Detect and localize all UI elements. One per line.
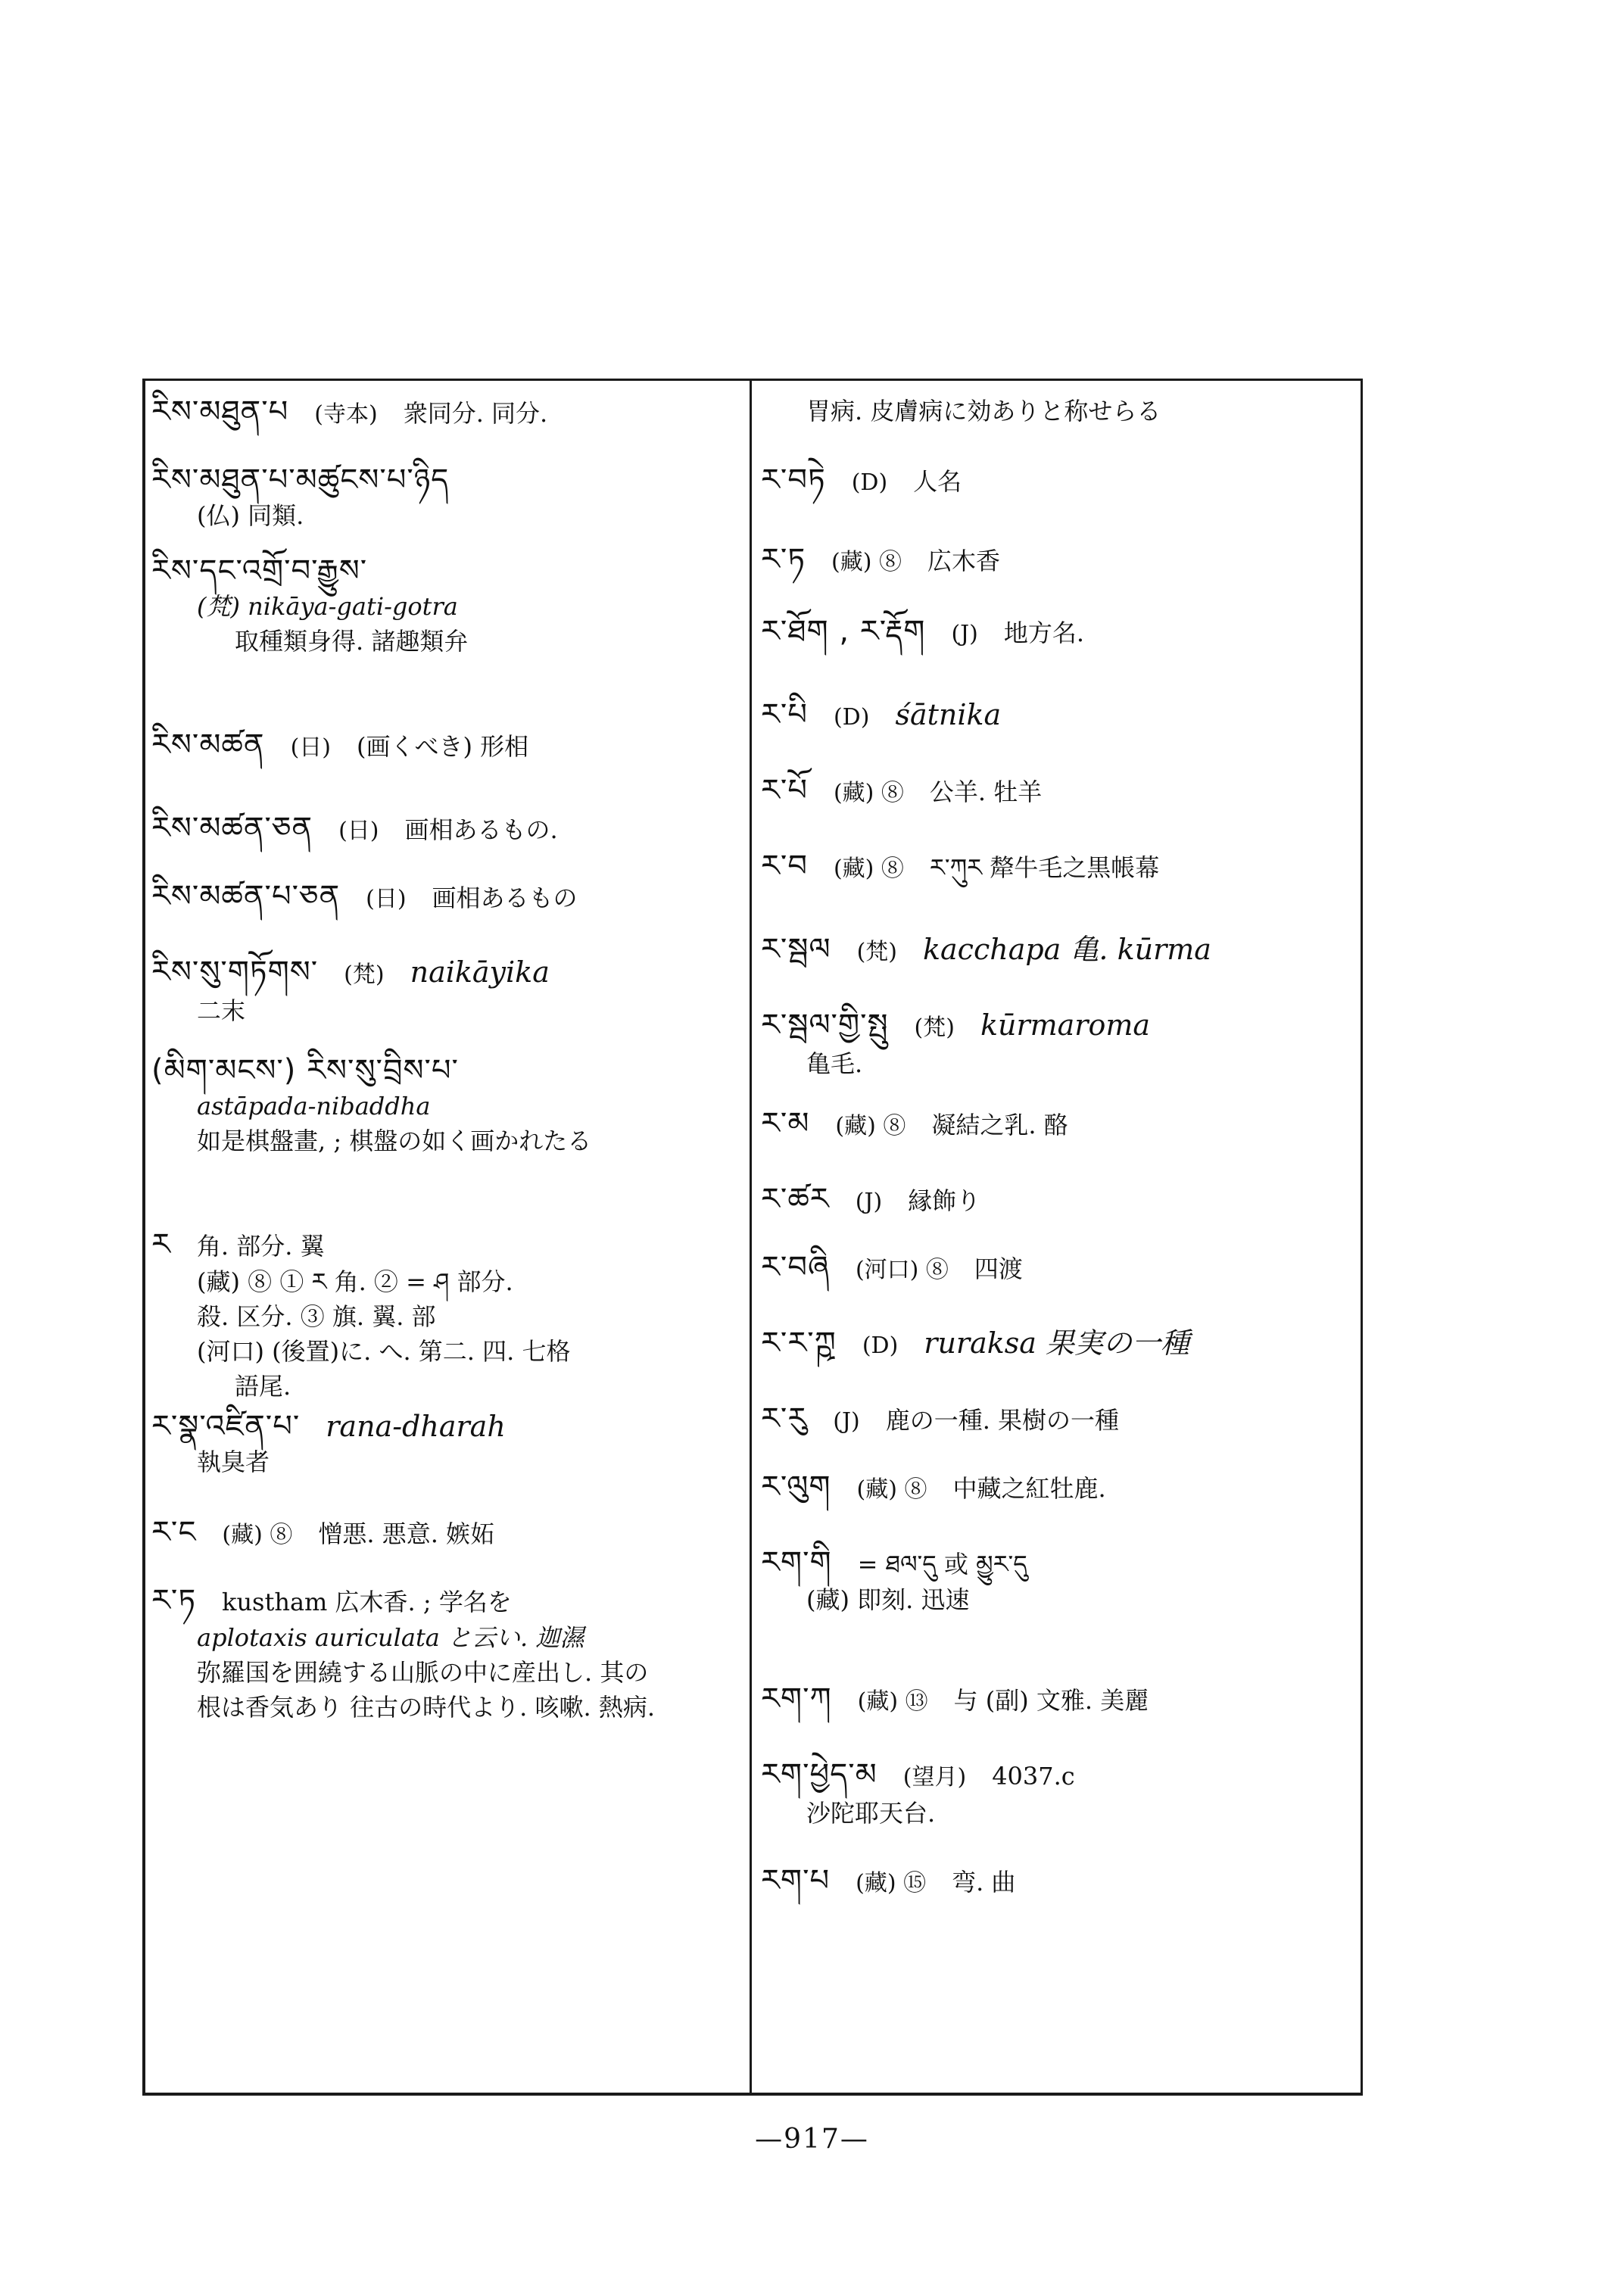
entry-headline bbox=[151, 1514, 742, 1554]
entry-source: (藏) ⑧ bbox=[831, 549, 902, 575]
dictionary-entry bbox=[151, 1226, 742, 1404]
entry-headline bbox=[151, 1408, 742, 1445]
entry-subline: (藏) 即刻. 迅速 bbox=[806, 1585, 970, 1614]
entry-headline bbox=[761, 1181, 1359, 1220]
entry-headline bbox=[151, 810, 742, 849]
dictionary-entry bbox=[761, 1249, 1359, 1289]
dictionary-entry bbox=[151, 462, 742, 533]
entry-source: (藏) ⑬ bbox=[857, 1688, 928, 1715]
dictionary-entry bbox=[151, 810, 742, 849]
entry-headline bbox=[761, 848, 1359, 887]
entry-gloss: 鹿の一種. 果樹の一種 bbox=[885, 1406, 1120, 1435]
entry-gloss: 画相あるもの bbox=[432, 884, 578, 912]
entry-gloss: 凝結之乳. 酪 bbox=[931, 1111, 1068, 1139]
dictionary-entry bbox=[151, 727, 742, 766]
entry-source: (藏) ⑧ bbox=[222, 1522, 293, 1548]
entry-headline bbox=[761, 1401, 1359, 1440]
entry-headword: རིས་མཚན་ཅན bbox=[151, 811, 313, 846]
entry-source: (J) bbox=[855, 1189, 883, 1215]
entry-subline: 根は香気あり 往古の時代より. 咳嗽. 熱病. bbox=[197, 1693, 656, 1722]
entry-gloss: 中藏之紅牡鹿. bbox=[952, 1474, 1106, 1503]
entry-gloss: 地方名. bbox=[1003, 619, 1085, 647]
entry-subline: 胃病. 皮膚病に効ありと称せらる bbox=[806, 397, 1161, 425]
dictionary-entry bbox=[761, 931, 1359, 971]
dictionary-entry bbox=[151, 878, 742, 918]
entry-headword: རིས་མཚན་པ་ཅན bbox=[151, 879, 341, 914]
entry-headline bbox=[761, 1862, 1359, 1902]
entry-headline bbox=[761, 1469, 1359, 1508]
entry-headword: ར་སྦལ bbox=[761, 932, 831, 967]
entry-source: (J) bbox=[833, 1408, 860, 1435]
entry-source: (藏) ⑧ bbox=[833, 780, 904, 806]
entry-gloss: = ཐལ་དུ 或 མྱུར་དུ bbox=[857, 1550, 1027, 1579]
right-column bbox=[761, 379, 1359, 2096]
entry-gloss: śātnika bbox=[895, 698, 1002, 731]
entry-gloss: 画相あるもの. bbox=[404, 815, 558, 844]
dictionary-entry bbox=[761, 1756, 1359, 1831]
entry-subline: (藏) ⑧ ① ར 角. ② = ཤ 部分. bbox=[197, 1267, 513, 1296]
entry-subline: aplotaxis auriculata と云い. 迦濕 bbox=[197, 1623, 584, 1652]
entry-source: (梵) bbox=[344, 962, 385, 988]
entry-gloss: 4037.c bbox=[992, 1762, 1075, 1791]
entry-gloss: rana-dharah bbox=[326, 1410, 506, 1443]
entry-gloss: 衆同分. 同分. bbox=[403, 399, 548, 428]
entry-headword: རག་ཕྱེད་མ bbox=[761, 1757, 877, 1792]
entry-gloss: 与 (副) 文雅. 美麗 bbox=[953, 1686, 1149, 1715]
entry-source: (望月) bbox=[902, 1764, 967, 1791]
dictionary-entry bbox=[761, 394, 1359, 429]
dictionary-entry bbox=[761, 541, 1359, 581]
dictionary-entry bbox=[151, 553, 742, 659]
dictionary-entry bbox=[761, 1862, 1359, 1902]
entry-source: (日) bbox=[338, 818, 379, 844]
entry-gloss: 四渡 bbox=[974, 1255, 1023, 1283]
dictionary-entry bbox=[761, 1681, 1359, 1720]
dictionary-entry bbox=[761, 1544, 1359, 1617]
entry-source: (藏) ⑧ bbox=[856, 1476, 927, 1503]
entry-subline: (梵) nikāya-gati-gotra bbox=[197, 592, 458, 621]
dictionary-entry bbox=[761, 1181, 1359, 1220]
entry-source: (河口) ⑧ bbox=[855, 1257, 949, 1283]
entry-gloss: (画くべき) 形相 bbox=[356, 732, 529, 761]
entry-headline bbox=[761, 697, 1359, 736]
dictionary-entry bbox=[151, 1408, 742, 1479]
dictionary-entry bbox=[761, 1105, 1359, 1145]
entry-gloss: 角. 部分. 翼 bbox=[196, 1232, 325, 1261]
dictionary-entry bbox=[151, 394, 742, 433]
page-number: —917— bbox=[755, 2124, 869, 2155]
dictionary-entry bbox=[761, 613, 1359, 653]
entry-source: (寺本) bbox=[314, 401, 378, 428]
entry-headword: རིས་མཐུན་པ་མཚུངས་པ་ཉིད bbox=[151, 463, 450, 497]
entry-headline bbox=[761, 462, 1359, 501]
dictionary-entry bbox=[761, 1325, 1359, 1364]
entry-headline bbox=[151, 1582, 742, 1620]
entry-headline bbox=[151, 878, 742, 918]
entry-source: (J) bbox=[951, 621, 978, 647]
entry-subline: astāpada-nibaddha bbox=[197, 1092, 431, 1121]
entry-headword: ར་ཐོག , ར་རྡོག bbox=[761, 614, 926, 649]
entry-headword: ར་མ bbox=[761, 1106, 810, 1141]
entry-headword: ར་པོ bbox=[761, 773, 808, 808]
entry-headword: ར་སྦལ་གྱི་སྤུ bbox=[761, 1008, 889, 1043]
entry-subline: 語尾. bbox=[235, 1372, 291, 1401]
entry-subline: 執臭者 bbox=[197, 1448, 270, 1476]
entry-headline bbox=[761, 1544, 1359, 1582]
entry-headline bbox=[151, 954, 742, 993]
entry-headword: རིས་སུ་གཏོགས་ bbox=[151, 955, 319, 990]
entry-headline bbox=[761, 1756, 1359, 1796]
entry-source: (日) bbox=[290, 734, 331, 761]
entry-gloss: kustham 広木香. ; 学名を bbox=[222, 1588, 512, 1616]
entry-source: (D) bbox=[851, 469, 888, 496]
entry-headword: ར་བཞི bbox=[761, 1250, 830, 1285]
entry-headword: ར་རུ bbox=[761, 1401, 808, 1436]
entry-headword: (མིག་མངས་) རིས་སུ་བྲིས་པ་ bbox=[151, 1053, 459, 1088]
entry-headword: ར་པི bbox=[761, 697, 808, 732]
entry-subline: 亀毛. bbox=[806, 1049, 863, 1078]
entry-headword: རག་གི bbox=[761, 1545, 832, 1580]
entry-subline: 弥羅国を囲繞する山脈の中に産出し. 其の bbox=[197, 1658, 649, 1687]
entry-headword: ར་ང bbox=[151, 1515, 197, 1550]
entry-source: (梵) bbox=[856, 939, 897, 965]
entry-gloss: 弯. 曲 bbox=[952, 1868, 1016, 1897]
entry-headword: ར་བཏེ bbox=[761, 463, 826, 497]
entry-source: (D) bbox=[833, 704, 870, 731]
dictionary-entry bbox=[151, 1052, 742, 1158]
dictionary-entry bbox=[761, 1401, 1359, 1440]
entry-headword: ར་ཏ bbox=[151, 1583, 197, 1618]
entry-source: (藏) ⑧ bbox=[833, 856, 904, 882]
entry-subline: 取種類身得. 諸趣類弁 bbox=[235, 627, 469, 656]
entry-source: (日) bbox=[366, 886, 407, 912]
entry-gloss: ruraksa 果実の一種 bbox=[924, 1326, 1190, 1360]
entry-source: (藏) ⑧ bbox=[835, 1113, 906, 1139]
entry-headword: རག་པ bbox=[761, 1863, 831, 1898]
entry-gloss: 縁飾り bbox=[908, 1186, 981, 1215]
entry-headline bbox=[761, 931, 1359, 971]
entry-gloss: 憎悪. 悪意. 嫉妬 bbox=[318, 1519, 495, 1548]
entry-source: (D) bbox=[862, 1332, 899, 1359]
entry-headline bbox=[761, 1007, 1359, 1046]
entry-headline bbox=[761, 772, 1359, 812]
column-divider bbox=[750, 379, 752, 2096]
entry-headword: ར་བ bbox=[761, 849, 808, 884]
entry-headline bbox=[761, 541, 1359, 581]
dictionary-entry bbox=[761, 462, 1359, 501]
dictionary-entry bbox=[151, 1582, 742, 1725]
entry-source: (梵) bbox=[914, 1015, 955, 1041]
entry-gloss: kūrmaroma bbox=[980, 1008, 1151, 1042]
entry-headline bbox=[151, 462, 742, 498]
entry-gloss: ར་ཀུར 犛牛毛之黒帳幕 bbox=[929, 853, 1160, 882]
entry-headword: རིས་མཚན bbox=[151, 728, 265, 762]
entry-headword: ར bbox=[151, 1227, 171, 1262]
dictionary-entry bbox=[761, 848, 1359, 887]
entry-subline: (仏) 同類. bbox=[197, 501, 304, 530]
entry-headline bbox=[151, 553, 742, 589]
entry-headword: ར་ཏ bbox=[761, 542, 806, 577]
entry-headline bbox=[761, 1249, 1359, 1289]
entry-headword: ར་ཚར bbox=[761, 1182, 830, 1217]
entry-gloss: naikāyika bbox=[410, 955, 550, 989]
dictionary-entry bbox=[761, 697, 1359, 736]
entry-gloss: 広木香 bbox=[927, 547, 1001, 575]
entry-headword: རག་ཀ bbox=[761, 1682, 832, 1716]
dictionary-entry bbox=[761, 1007, 1359, 1081]
dictionary-entry bbox=[151, 1514, 742, 1554]
entry-headword: ར་སྣ་འཛིན་པ་ bbox=[151, 1409, 301, 1444]
entry-gloss: kacchapa 亀. kūrma bbox=[922, 933, 1211, 966]
entry-headline bbox=[761, 613, 1359, 653]
entry-subline: 殺. 区分. ③ 旗. 翼. 部 bbox=[197, 1302, 436, 1331]
left-column bbox=[151, 379, 742, 2096]
entry-headline bbox=[151, 1052, 742, 1089]
entry-gloss: 公羊. 牡羊 bbox=[929, 778, 1043, 806]
entry-headline bbox=[761, 1681, 1359, 1720]
dictionary-entry bbox=[151, 954, 742, 1028]
entry-gloss: 人名 bbox=[913, 467, 962, 496]
entry-headline bbox=[761, 1105, 1359, 1145]
dictionary-entry bbox=[761, 772, 1359, 812]
entry-headword: ར་ར་ཀྵ bbox=[761, 1326, 837, 1361]
entry-source: (藏) ⑮ bbox=[856, 1870, 927, 1897]
entry-headline bbox=[151, 1226, 742, 1264]
entry-subline: (河口) (後置)に. へ. 第二. 四. 七格 bbox=[197, 1337, 571, 1366]
entry-subline: 二末 bbox=[197, 996, 246, 1025]
entry-headline bbox=[151, 727, 742, 766]
entry-headword: ར་ལུག bbox=[761, 1470, 831, 1504]
entry-subline: 沙陀耶天台. bbox=[806, 1799, 936, 1828]
entry-headword: རིས་དང་འགྲོ་བ་རྒྱུས་ bbox=[151, 553, 368, 588]
entry-subline: 如是棋盤畫, ; 棋盤の如く画かれたる bbox=[197, 1127, 592, 1155]
dictionary-entry bbox=[761, 1469, 1359, 1508]
entry-headline bbox=[761, 1325, 1359, 1364]
entry-headline bbox=[151, 394, 742, 433]
entry-headword: རིས་མཐུན་པ bbox=[151, 394, 289, 429]
